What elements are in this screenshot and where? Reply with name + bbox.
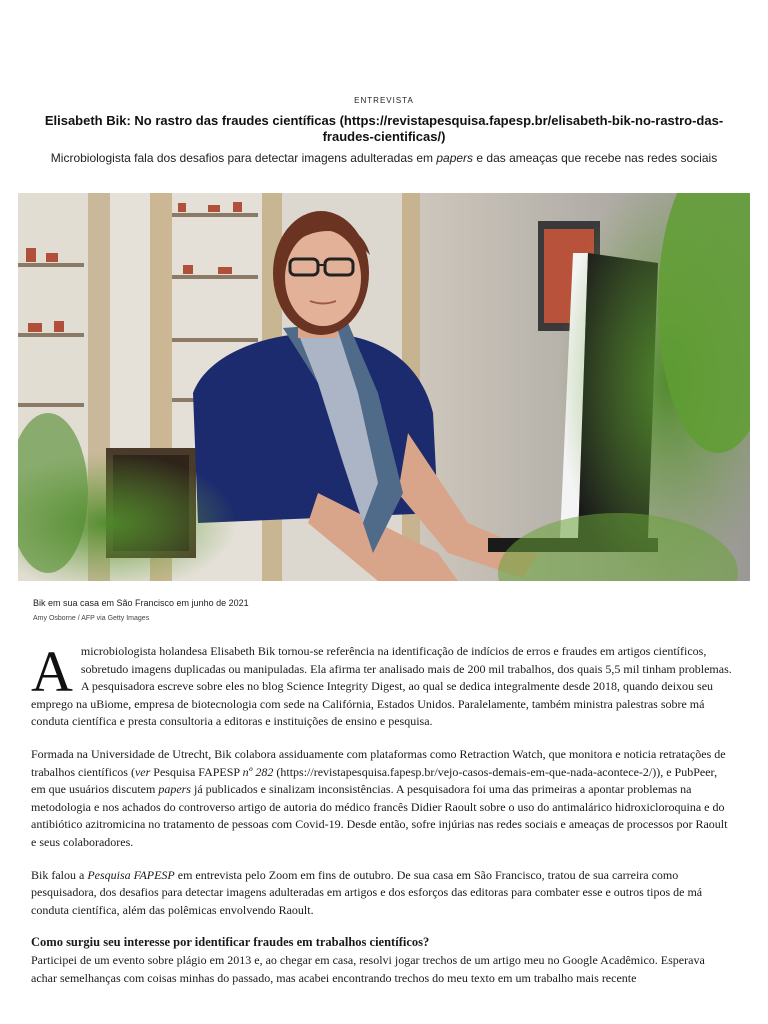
section-kicker: ENTREVISTA xyxy=(354,96,414,105)
subtitle-text-end: e das ameaças que recebe nas redes sociais xyxy=(473,151,718,165)
article-photo xyxy=(18,193,750,581)
emphasis-text: papers xyxy=(158,782,191,797)
subtitle-emphasis: papers xyxy=(436,151,474,165)
article-title[interactable]: Elisabeth Bik: No rastro das fraudes científicas (https://revistapesquisa.fapesp.br/elisabeth-bik-no-rastro-das-fraudes-cientificas/) xyxy=(44,113,724,144)
paragraph-interview-context xyxy=(31,867,733,920)
emphasis-text: ver xyxy=(134,764,151,779)
reference-link[interactable]: (https://revistapesquisa.fapesp.br/vejo-casos-demais-em-que-nada-acontece-2/)), e PubPeer, em que usuários discutem xyxy=(31,764,718,797)
paragraph-text: em entrevista pelo Zoom em fins de outubro. De sua casa em São Francisco, tratou de sua carreira como pesquisadora, dos desafios para detectar imagens adulteradas em artigos e dos esforços das editoras para combater esse e outros tipos de má conduta científica, além das polêmicas envolvendo Raoult. xyxy=(31,867,703,917)
photo-caption: Bik em sua casa em São Francisco em junho de 2021 xyxy=(33,598,249,608)
photo-illustration xyxy=(18,193,750,581)
interview-question: Como surgiu seu interesse por identificar fraudes em trabalhos científicos? xyxy=(31,935,430,950)
paragraph-text: Bik falou a xyxy=(31,867,88,882)
subtitle-text-start: Microbiologista fala dos desafios para detectar imagens adulteradas em xyxy=(50,151,437,165)
drop-cap: A xyxy=(31,639,73,704)
paragraph-background xyxy=(31,746,733,852)
paragraph-intro xyxy=(31,639,733,731)
paragraph-text: Pesquisa FAPESP xyxy=(150,764,243,779)
paragraph-intro-text: microbiologista holandesa Elisabeth Bik tornou-se referência na identificação de indícios de erros e fraudes em artigos científicos, sobretudo imagens duplicadas ou manipuladas. Ela afirma ter analisado mais de 200 mil trabalhos, dos quais 5,5 mil tinham problemas. A pesquisadora escreve sobre eles no blog Science Integrity Digest, ao qual se dedica integralmente desde 2018, quando deixou seu emprego na uBiome, empresa de biotecnologia com sede na Califórnia, Estados Unidos. Paralelamente, também ministra palestras sobre má conduta científica e presta consultoria a editoras e instituições de ensino e pesquisa. xyxy=(31,644,732,729)
paragraph-text: já publicados e sinalizam inconsistências. A pesquisadora foi uma das primeiras a apontar problemas na metodologia e nos achados do controverso artigo de autoria do médico francês Didier Raoult sobre o uso do antimalárico hidroxicloroquina e do antibiótico azitromicina no tratamento de pessoas com Covid-19. Desde então, sofre injúrias nas redes sociais e ameaças de processos por Raoult e seus colaboradores. xyxy=(31,782,728,849)
emphasis-text: nº 282 xyxy=(242,764,274,779)
photo-credit: Amy Osborne / AFP via Getty Images xyxy=(33,615,150,622)
article-body xyxy=(31,639,733,1002)
interview-answer: Participei de um evento sobre plágio em 2013 e, ao chegar em casa, resolvi jogar trechos de um artigo meu no Google Acadêmico. Esperava achar semelhanças com coisas minhas do passado, mas acabei encontrando trechos do meu texto em um trabalho mais recente xyxy=(31,952,705,985)
emphasis-text: Pesquisa FAPESP xyxy=(87,867,175,882)
paragraph-text: Formada na Universidade de Utrecht, Bik colabora assiduamente com plataformas como Retraction Watch, que monitora e noticia retratações de trabalhos científicos ( xyxy=(31,746,726,779)
article-subtitle xyxy=(30,151,738,166)
